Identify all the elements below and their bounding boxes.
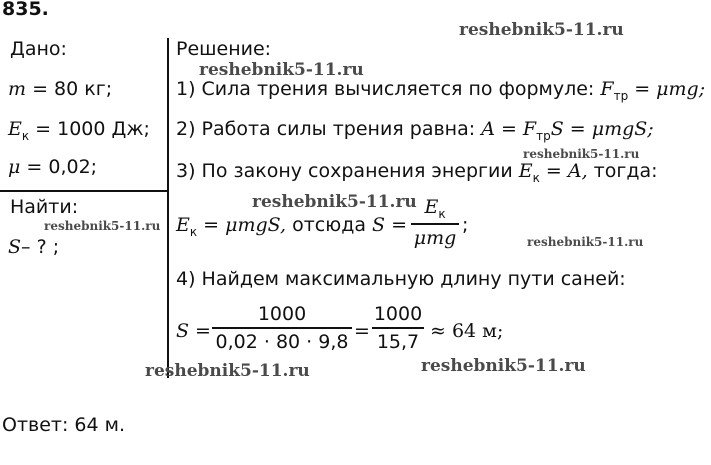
final-result: ≈ 64 м;	[430, 320, 504, 342]
find-S-var: S	[8, 236, 22, 258]
solution-line-4	[176, 214, 407, 239]
step1-text: 1) Сила трения вычисляется по формуле:	[176, 78, 595, 100]
step3-then: тогда:	[587, 160, 658, 182]
solution-title: Решение:	[176, 38, 272, 60]
watermark: reshebnik5-11.ru	[199, 60, 364, 80]
mass-value: = 80 кг;	[26, 78, 113, 100]
watermark: reshebnik5-11.ru	[459, 20, 624, 40]
step2-text: 2) Работа силы трения равна:	[176, 118, 476, 140]
given-mass	[8, 78, 112, 100]
final-S: S =	[176, 320, 211, 342]
line4-frac-num-E: E	[424, 196, 439, 218]
line4-S: S =	[372, 214, 408, 236]
problem-number	[2, 0, 49, 20]
step2-formula-b: S = μmgS;	[550, 118, 654, 140]
divider-vertical	[167, 38, 169, 378]
final-frac1-num: 1000	[257, 303, 307, 325]
divider-horizontal	[0, 190, 168, 192]
line4-end: ;	[462, 214, 469, 236]
solution-step-3	[176, 160, 658, 185]
find-S	[8, 236, 59, 258]
mu-value: = 0,02;	[20, 156, 98, 178]
final-eq: =	[354, 320, 370, 342]
line4-E: E	[176, 214, 190, 236]
find-S-value: – ? ;	[21, 236, 60, 258]
energy-sub: к	[21, 129, 30, 143]
final-fraction-2	[372, 303, 424, 353]
find-title: Найти:	[10, 196, 79, 218]
step3-E: E	[518, 160, 533, 182]
line4-frac-num	[411, 196, 459, 221]
line4-frac-den: μmg	[413, 226, 457, 249]
line4-eq: = μmgS,	[197, 214, 287, 236]
final-fraction-1	[212, 303, 352, 353]
line4-frac-bar	[411, 223, 459, 225]
problem-number-value: 835	[2, 0, 42, 20]
line4-fraction	[411, 196, 459, 249]
given-title: Дано:	[10, 38, 67, 60]
step1-F-sub: тр	[613, 89, 629, 103]
watermark: reshebnik5-11.ru	[527, 235, 644, 249]
line4-E-sub: к	[189, 225, 198, 239]
final-frac2-den: 15,7	[376, 330, 420, 353]
step2-sub: тр	[536, 129, 551, 143]
final-frac2-num: 1000	[373, 303, 423, 325]
final-frac1-bar	[212, 327, 352, 329]
watermark: reshebnik5-11.ru	[252, 192, 417, 212]
step3-eq: = A,	[539, 160, 588, 182]
final-frac1-den: 0,02 · 80 · 9,8	[215, 330, 349, 353]
solution-step-2	[176, 118, 654, 143]
step1-formula: = μmg;	[628, 78, 706, 100]
mass-var: m	[8, 78, 27, 100]
step1-F: F	[600, 78, 614, 100]
step3-text: 3) По закону сохранения энергии	[176, 160, 513, 182]
watermark: reshebnik5-11.ru	[421, 356, 586, 376]
solution-step-1	[176, 78, 705, 103]
energy-value: = 1000 Дж;	[29, 118, 150, 140]
given-energy	[8, 118, 150, 143]
given-mu	[8, 156, 97, 178]
final-frac2-bar	[372, 327, 424, 329]
energy-var: E	[8, 118, 22, 140]
solution-step-4: 4) Найдем максимальную длину пути саней:	[176, 268, 626, 290]
line4-hence: отсюда	[286, 214, 373, 236]
answer: Ответ: 64 м.	[2, 414, 126, 436]
line4-frac-num-sub: к	[438, 207, 446, 221]
step2-formula-a: A = F	[481, 118, 537, 140]
step3-E-sub: к	[532, 171, 540, 185]
watermark: reshebnik5-11.ru	[145, 361, 310, 381]
problem-number-dot: .	[41, 0, 49, 20]
watermark: reshebnik5-11.ru	[523, 147, 640, 161]
watermark: reshebnik5-11.ru	[44, 219, 161, 233]
mu-var: μ	[8, 156, 21, 178]
